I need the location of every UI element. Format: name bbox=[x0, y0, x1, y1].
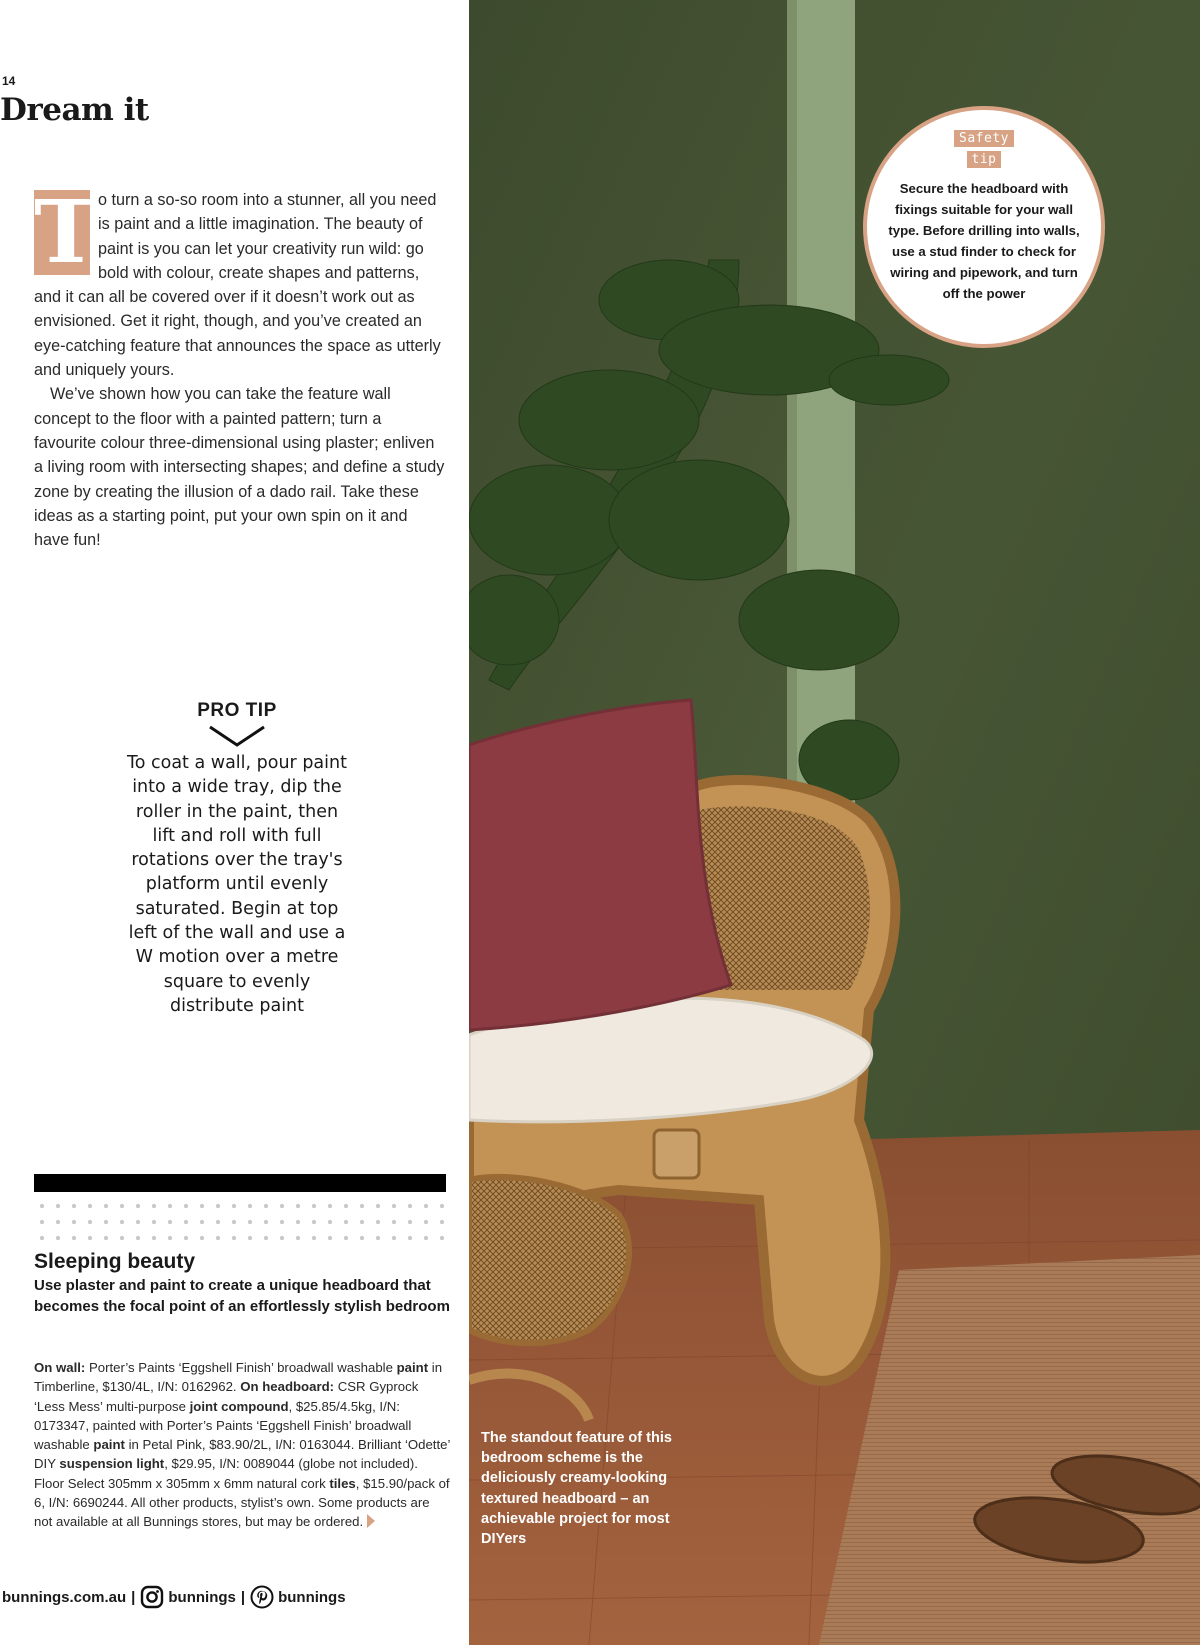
footer-separator: | bbox=[240, 1588, 246, 1606]
credit-on-headboard-label: On headboard: bbox=[240, 1379, 335, 1395]
pro-tip-heading: PRO TIP bbox=[197, 700, 277, 721]
credit-bold: tiles bbox=[329, 1475, 356, 1491]
red-pillow bbox=[469, 700, 731, 1030]
dot-pattern-divider bbox=[34, 1198, 446, 1242]
credit-bold: paint bbox=[93, 1437, 125, 1453]
intro-paragraph-1-text: o turn a so-so room into a stunner, all you need is paint and a little imagination. The beauty of paint is you can let your creativity run wild: go bold with colour, create shapes and patterns, and it can all be covered over if it doesn’t work out as envisioned. Get it right, though, and you’ve created an eye-catching feature that announces the space as utterly and uniquely yours. bbox=[34, 191, 441, 380]
credit-text: , $15.90/pack of 6, I/N: 6690244. All other products, stylist’s own. Some products are not available at all Bunnings stores, but may be ordered. bbox=[34, 1475, 450, 1530]
credit-bold: paint bbox=[396, 1360, 429, 1375]
credit-text: Porter’s Paints ‘Eggshell Finish’ broadwall washable bbox=[85, 1360, 397, 1375]
credit-text: in Petal Pink, $83.90/2L, I/N: 0163044. Brilliant ‘Odette’ DIY bbox=[34, 1437, 450, 1472]
safety-tip-heading-line-1: Safety bbox=[954, 130, 1014, 147]
section-divider-bar bbox=[34, 1174, 446, 1192]
pro-tip-body: To coat a wall, pour paint into a wide tray, dip the roller in the paint, then lift and roll with full rotations over the tray's platform until evenly saturated. Begin at top left of the wall and use a W motion over a metre square to evenly distribute paint bbox=[127, 753, 347, 1016]
credit-text: , $25.85/4.5kg, I/N: 0173347, painted with Porter’s Paints ‘Eggshell Finish’ broadwall washable bbox=[34, 1398, 412, 1453]
left-column bbox=[0, 0, 469, 1645]
drop-cap: T bbox=[34, 182, 98, 283]
page-number: 14 bbox=[2, 74, 16, 88]
safety-tip-badge bbox=[863, 106, 1105, 348]
photo-caption: The standout feature of this bedroom scheme is the deliciously creamy-looking textured headboard – an achievable project for most DIYers bbox=[481, 1430, 672, 1548]
page-title: Dream it bbox=[0, 92, 149, 128]
credit-bold: suspension light bbox=[59, 1456, 165, 1472]
product-credits bbox=[34, 1358, 450, 1532]
footer-instagram-handle[interactable]: bunnings bbox=[168, 1588, 236, 1606]
credit-text: in Timberline, $130/4L, I/N: 0162962. bbox=[34, 1360, 443, 1395]
intro-paragraph-1 bbox=[34, 182, 446, 382]
credit-on-wall-label: On wall: bbox=[34, 1360, 86, 1375]
feature-subtitle: Use plaster and paint to create a unique headboard that becomes the focal point of an effortlessly stylish bedroom bbox=[34, 1277, 450, 1315]
footer-separator: | bbox=[131, 1588, 136, 1606]
intro-text bbox=[34, 182, 446, 552]
intro-paragraph-2: We’ve shown how you can take the feature wall concept to the floor with a painted pattern; turn a favourite colour three-dimensional using plaster; enliven a living room with intersecting shapes; and define a study zone by creating the illusion of a dado rail. Take these ideas as a starting point, put your own spin on it and have fun! bbox=[34, 385, 445, 550]
safety-tip-heading-line-2: tip bbox=[967, 151, 1002, 168]
credit-text: , $29.95, I/N: 0089044 (globe not included). Floor Select 305mm x 305mm x 6mm natural cork bbox=[34, 1456, 418, 1491]
chevron-down-icon bbox=[208, 725, 266, 747]
footer bbox=[2, 1585, 346, 1609]
end-arrow-icon bbox=[367, 1514, 375, 1528]
pinterest-icon[interactable] bbox=[250, 1585, 274, 1609]
instagram-icon[interactable] bbox=[140, 1585, 164, 1609]
safety-tip-body: Secure the headboard with fixings suitable for your wall type. Before drilling into walls, use a stud finder to check for wiring and pipework, and turn off the power bbox=[888, 181, 1080, 301]
credit-bold: joint compound bbox=[189, 1398, 289, 1414]
credit-text: CSR Gyprock ‘Less Mess’ multi-purpose bbox=[34, 1379, 419, 1414]
feature-title: Sleeping beauty bbox=[34, 1250, 196, 1273]
footer-pinterest-handle[interactable]: bunnings bbox=[278, 1588, 346, 1606]
pro-tip bbox=[122, 700, 352, 1018]
safety-tip-heading bbox=[867, 130, 1101, 168]
footer-website-link[interactable]: bunnings.com.au bbox=[2, 1588, 127, 1606]
